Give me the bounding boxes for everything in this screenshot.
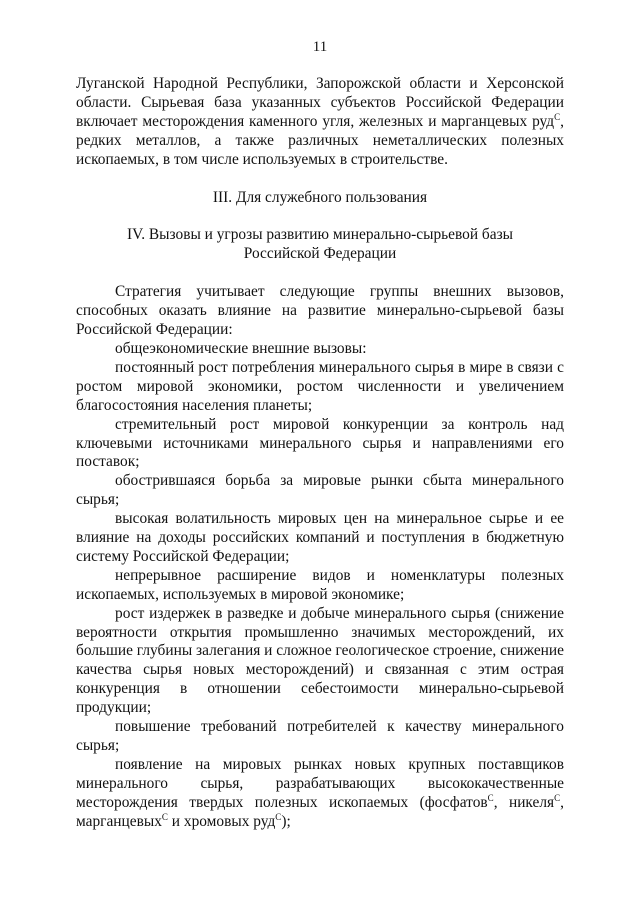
paragraph-text: ); [281, 812, 291, 830]
paragraph-text: Луганской Народной Республики, Запорожской области и Херсонской области. Сырьевая база указанных субъектов Российской Федерации включает месторождения каменного угля, железных и марганцевых руд [76, 75, 564, 130]
paragraph-quality-requirements: повышение требований потребителей к качеству минерального сырья; [76, 718, 564, 754]
superscript-mark: С [161, 811, 168, 822]
section-heading-3: III. Для служебного пользования [212, 188, 428, 206]
page-number: 11 [312, 39, 328, 55]
superscript-mark: С [275, 811, 282, 822]
paragraph-text: появление на мировых рынках новых крупных поставщиков минерального сырья, разрабатывающих высококачественные месторождения твердых полезных ископаемых (фосфатов [76, 755, 564, 811]
paragraph-price-volatility: высокая волатильность мировых цен на минеральное сырье и ее влияние на доходы российских компаний и поступления в бюджетную систему Российской Федерации; [76, 510, 564, 565]
paragraph-intro [76, 75, 564, 170]
paragraph-cost-growth: рост издержек в разведке и добыче минерального сырья (снижение вероятности открытия промышленно значимых месторождений, их большие глубины залегания и сложное геологическое строение, снижение качества сырья новых месторождений) и связанная с этим острая конкуренция в отношении себестоимости минерально-сырьевой продукции; [76, 604, 564, 717]
paragraph-consumption-growth: постоянный рост потребления минерального сырья в мире в связи с ростом мировой экономики, ростом численности и увеличением благосостояния населения планеты; [76, 358, 564, 414]
superscript-mark: С [554, 111, 561, 122]
superscript-mark: С [554, 792, 561, 803]
superscript-mark: С [487, 792, 494, 803]
paragraph-market-struggle: обострившаяся борьба за мировые рынки сбыта минерального сырья; [76, 472, 564, 509]
paragraph-strategy: Стратегия учитывает следующие группы внешних вызовов, способных оказать влияние на развитие минерально-сырьевой базы Российской Федерации: [76, 283, 564, 339]
paragraph-text: , марганцевых [76, 793, 564, 830]
paragraph-text: и хромовых руд [167, 812, 276, 830]
document-page [76, 38, 564, 832]
section-heading-4-line1: IV. Вызовы и угрозы развитию минерально-сырьевой базы [126, 226, 514, 244]
paragraph-text: , никеля [493, 793, 555, 811]
paragraph-text: , редких металлов, а также различных неметаллических полезных ископаемых, в том числе используемых в строительстве. [76, 112, 564, 168]
section-heading-4-line2: Российской Федерации [243, 245, 397, 263]
paragraph-new-suppliers [76, 756, 564, 832]
paragraph-nomenclature: непрерывное расширение видов и номенклатуры полезных ископаемых, используемых в мировой экономике; [76, 566, 564, 603]
paragraph-economic-challenges: общеэкономические внешние вызовы: [115, 339, 367, 357]
paragraph-competition: стремительный рост мировой конкуренции за контроль над ключевыми источниками минерального сырья и направлениями его поставок; [76, 415, 564, 471]
